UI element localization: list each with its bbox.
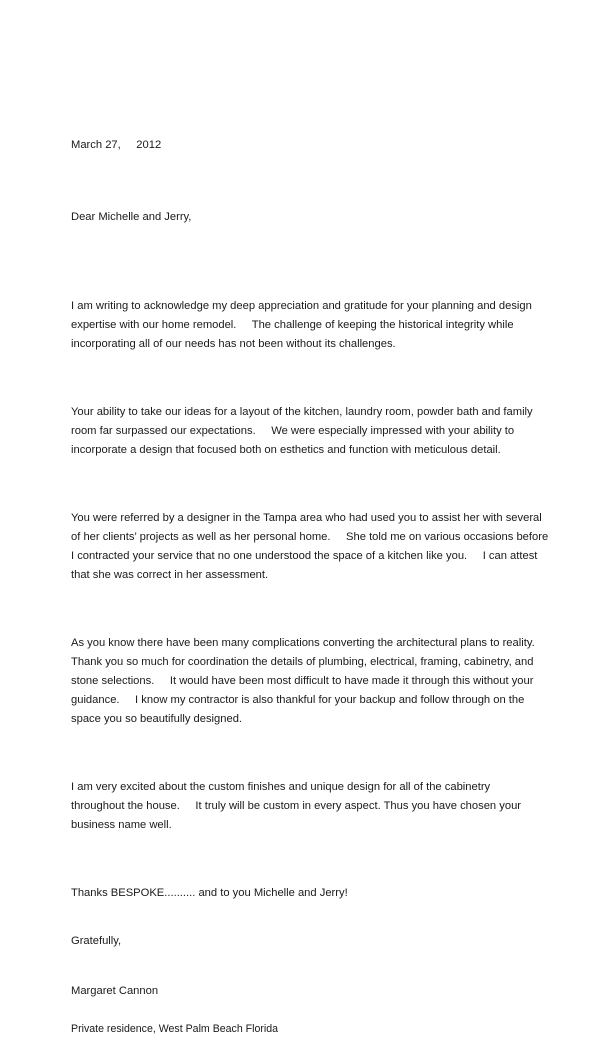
paragraph-line: space you so beautifully designed.	[71, 713, 243, 725]
paragraph-line: incorporate a design that focused both on esthetics and function with meticulous detail.	[71, 444, 501, 456]
paragraph-referral	[71, 509, 549, 585]
letter-salutation: Dear Michelle and Jerry,	[71, 211, 192, 223]
paragraph-line: that she was correct in her assessment.	[71, 569, 269, 581]
paragraph-line: room far surpassed our expectations. We were especially impressed with your ability to	[71, 425, 515, 437]
paragraph-line: of her clients’ projects as well as her personal home. She told me on various occasions before	[71, 531, 549, 543]
paragraph-appreciation	[71, 297, 533, 354]
paragraph-line: I am very excited about the custom finishes and unique design for all of the cabinetry	[71, 781, 491, 793]
paragraph-line: business name well.	[71, 819, 172, 831]
letter-closing: Thanks BESPOKE.......... and to you Michelle and Jerry!	[71, 887, 348, 899]
signature-name: Margaret Cannon	[71, 985, 159, 997]
letter-valediction: Gratefully,	[71, 935, 122, 947]
paragraph-layout	[71, 403, 533, 460]
paragraph-line: As you know there have been many complications converting the architectural plans to reality.	[71, 637, 535, 649]
paragraph-line: I am writing to acknowledge my deep appreciation and gratitude for your planning and design	[71, 300, 532, 312]
paragraph-line: expertise with our home remodel. The challenge of keeping the historical integrity while	[71, 319, 514, 331]
signature-place: Private residence, West Palm Beach Florida	[71, 1023, 279, 1035]
paragraph-custom-finishes	[71, 778, 533, 835]
paragraph-complications	[71, 634, 533, 729]
paragraph-line: incorporating all of our needs has not been without its challenges.	[71, 338, 396, 350]
paragraph-line: stone selections. It would have been most difficult to have made it through this without your	[71, 675, 534, 687]
paragraph-line: You were referred by a designer in the Tampa area who had used you to assist her with several	[71, 512, 542, 524]
letter-body	[71, 117, 549, 1057]
letter-date: March 27, 2012	[71, 139, 162, 151]
paragraph-line: I contracted your service that no one understood the space of a kitchen like you. I can attest	[71, 550, 538, 562]
paragraph-line: throughout the house. It truly will be custom in every aspect. Thus you have chosen your	[71, 800, 522, 812]
paragraph-line: Thank you so much for coordination the details of plumbing, electrical, framing, cabinetry, and	[71, 656, 534, 668]
paragraph-line: Your ability to take our ideas for a layout of the kitchen, laundry room, powder bath and family	[71, 406, 533, 418]
paragraph-line: guidance. I know my contractor is also thankful for your backup and follow through on the	[71, 694, 525, 706]
